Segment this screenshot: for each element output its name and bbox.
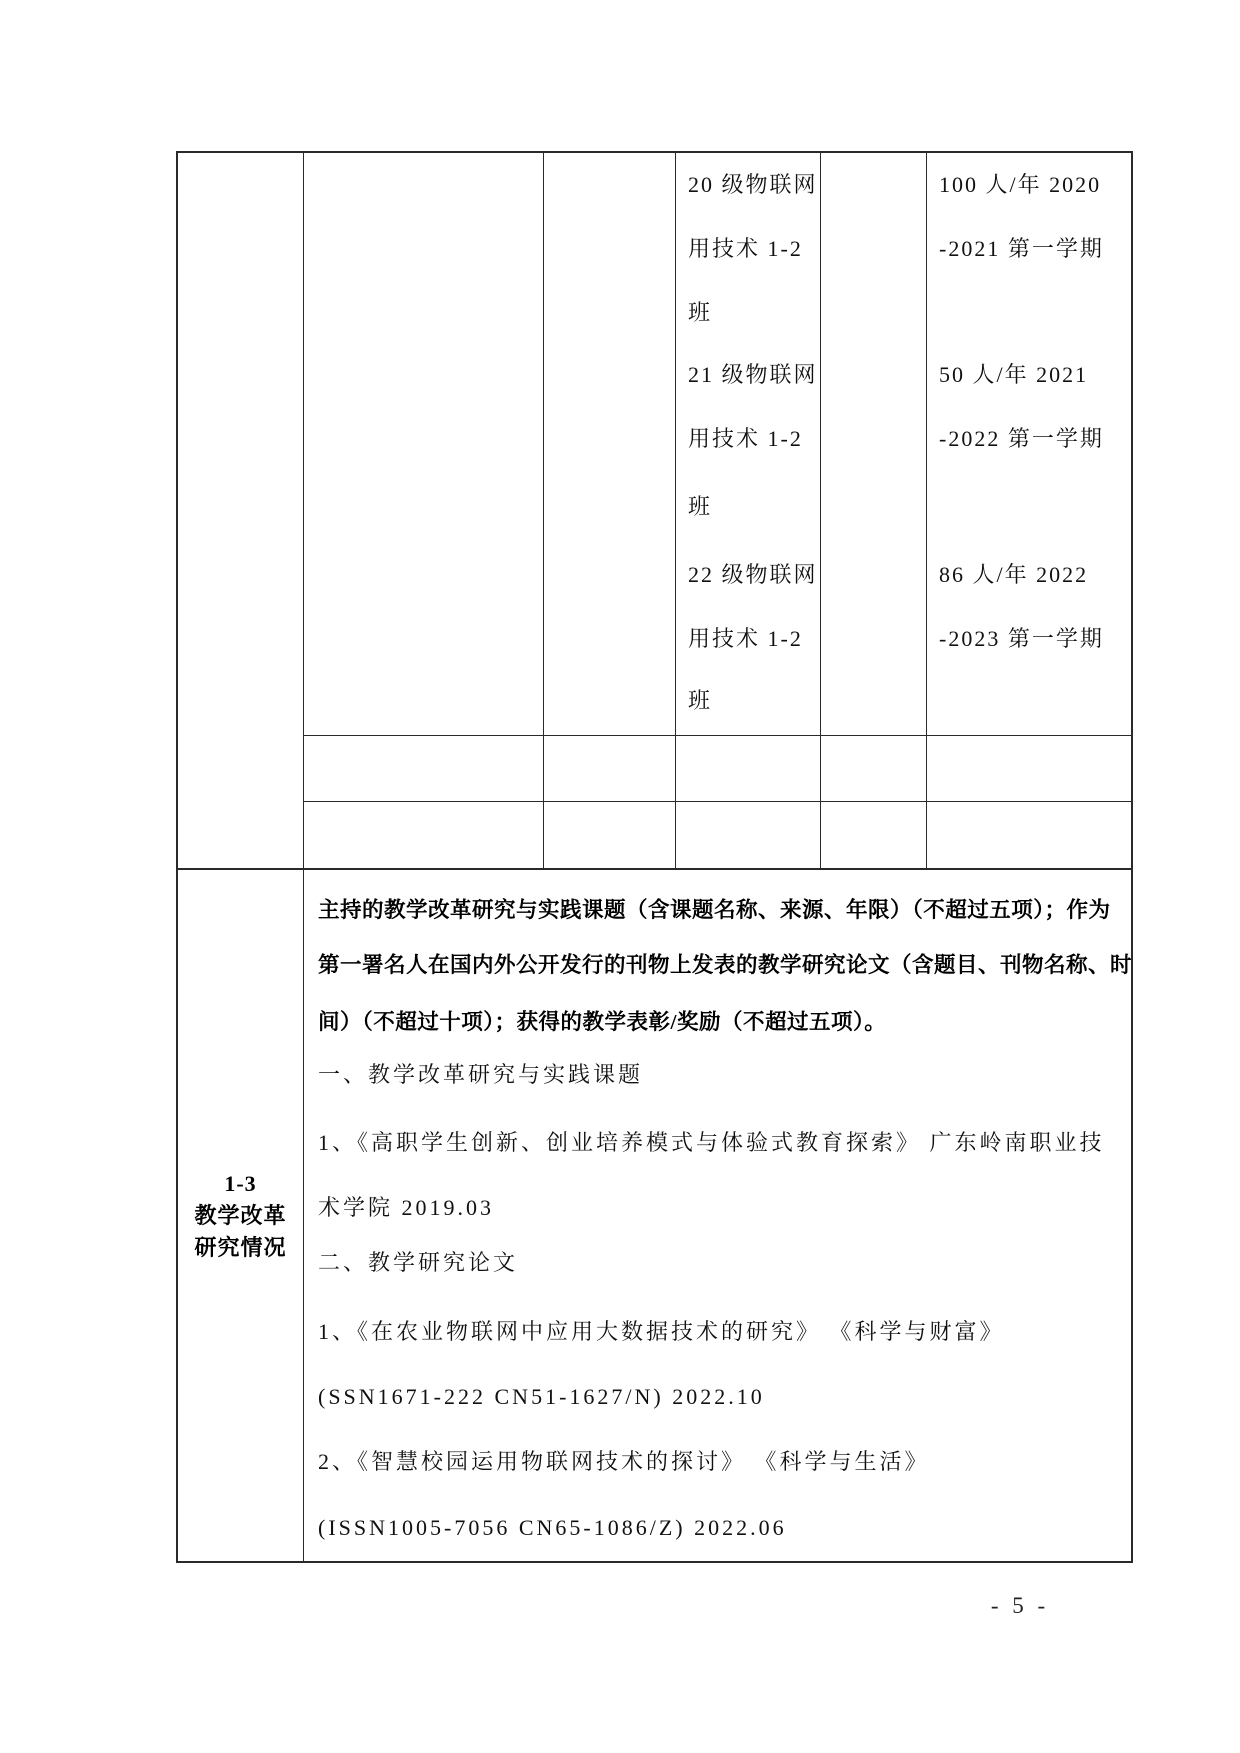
content-line: 第一署名人在国内外公开发行的刊物上发表的教学研究论文（含题目、刊物名称、时: [318, 953, 1133, 977]
empty-cell: [927, 802, 1131, 868]
class-name-line: 20 级物联网: [688, 172, 818, 197]
content-line: 术学院 2019.03: [318, 1195, 495, 1220]
class-name-line: 用技术 1-2: [688, 236, 803, 261]
teaching-record-section: [178, 153, 1131, 870]
class-name-line: 用技术 1-2: [688, 626, 803, 651]
class-name-line: 用技术 1-2: [688, 426, 803, 451]
table-row-empty: [304, 802, 1131, 868]
empty-cell: [676, 736, 821, 801]
class-name-line: 班: [688, 494, 713, 519]
enrollment-line: 100 人/年 2020: [939, 172, 1102, 197]
empty-cell: [544, 153, 676, 735]
empty-cell: [304, 802, 544, 868]
content-line: 1、《在农业物联网中应用大数据技术的研究》 《科学与财富》: [318, 1319, 1005, 1344]
class-name-line: 22 级物联网: [688, 562, 818, 587]
content-line: 主持的教学改革研究与实践课题（含课题名称、来源、年限）（不超过五项）；作为: [318, 898, 1111, 922]
content-line: 一、教学改革研究与实践课题: [318, 1062, 644, 1087]
row-header-teaching-reform: [178, 870, 304, 1561]
content-line: (ISSN1005-7056 CN65-1086/Z) 2022.06: [318, 1515, 787, 1540]
empty-cell: [821, 736, 927, 801]
merged-left-cell-empty: [178, 153, 304, 868]
content-line: 二、教学研究论文: [318, 1250, 519, 1275]
enrollment-line: 50 人/年 2021: [939, 362, 1089, 387]
table-row: [304, 153, 1131, 736]
empty-cell: [821, 802, 927, 868]
class-name-line: 班: [688, 688, 713, 713]
empty-cell: [544, 802, 676, 868]
class-name-line: 21 级物联网: [688, 362, 818, 387]
empty-cell: [304, 736, 544, 801]
table-row-empty: [304, 736, 1131, 802]
teaching-reform-section: [178, 870, 1131, 1561]
page-number: - 5 -: [990, 1593, 1050, 1618]
enrollment-line: 86 人/年 2022: [939, 562, 1089, 587]
empty-cell: [544, 736, 676, 801]
empty-cell: [676, 802, 821, 868]
class-names-cell: [676, 153, 821, 735]
content-line: 2、《智慧校园运用物联网技术的探讨》 《科学与生活》: [318, 1449, 930, 1474]
row-header-line: 研究情况: [194, 1234, 287, 1260]
row-header-line: 1-3: [224, 1170, 257, 1196]
enrollment-line: -2022 第一学期: [939, 426, 1104, 451]
empty-cell: [927, 736, 1131, 801]
enrollment-line: -2023 第一学期: [939, 626, 1104, 651]
enrollment-cell: [927, 153, 1131, 735]
class-name-line: 班: [688, 300, 713, 325]
enrollment-line: -2021 第一学期: [939, 236, 1104, 261]
content-line: 1、《高职学生创新、创业培养模式与体验式教育探索》 广东岭南职业技: [318, 1130, 1105, 1155]
row-header-line: 教学改革: [194, 1202, 287, 1228]
teaching-reform-content-cell: [304, 870, 1131, 1561]
content-line: 间）（不超过十项）；获得的教学表彰/奖励（不超过五项）。: [318, 1010, 887, 1034]
empty-cell: [821, 153, 927, 735]
empty-cell: [304, 153, 544, 735]
content-line: (SSN1671-222 CN51-1627/N) 2022.10: [318, 1384, 765, 1409]
teaching-record-grid: [304, 153, 1131, 868]
evaluation-form-table: [176, 151, 1133, 1563]
